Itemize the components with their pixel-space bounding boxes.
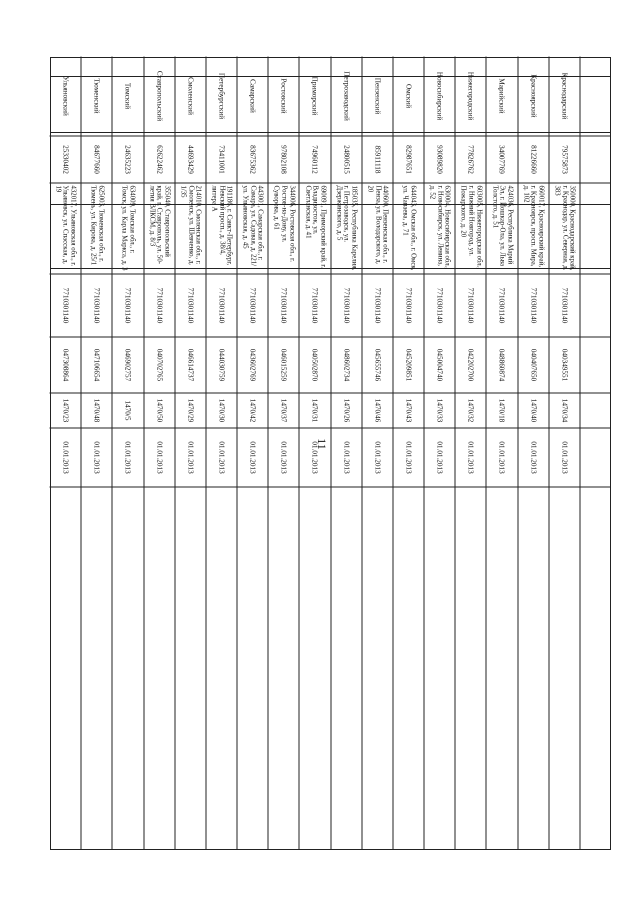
table-cell-date: 01.01.2013 (237, 429, 268, 488)
table-cell-name: Красноярский (517, 57, 548, 137)
table-cell-blank (205, 488, 236, 850)
table-cell-num: 1470/30 (205, 394, 236, 429)
table-cell-date: 01.01.2013 (205, 429, 236, 488)
header-cell-date (579, 429, 610, 488)
table-cell-name: Пензенский (361, 57, 392, 137)
table-cell-num: 1470/42 (237, 394, 268, 429)
table-cell-address: 185035, Республика Карелия, г. Петрозаводск, ул. Дзержинского, д. 5 (330, 184, 361, 275)
table-cell-code: 97802108 (268, 137, 299, 184)
table-cell-blank (81, 488, 112, 850)
header-cell-blank (579, 488, 610, 850)
table-cell-num: 1470/23 (50, 394, 81, 429)
table-cell-bik: 046614737 (174, 338, 205, 394)
table-cell-bik: 040502870 (299, 338, 330, 394)
table-cell-bik: 046015259 (268, 338, 299, 394)
table-cell-inn: 7710301140 (424, 275, 455, 338)
table-cell-blank (486, 488, 517, 850)
table-cell-blank (143, 488, 174, 850)
table-cell-inn: 7710301140 (392, 275, 423, 338)
table-cell-date: 01.01.2013 (392, 429, 423, 488)
table-cell-bik: 045209851 (392, 338, 423, 394)
table-cell-code: 44693429 (174, 137, 205, 184)
table-cell-inn: 7710301140 (81, 275, 112, 338)
page-number: 11 (315, 438, 329, 450)
table-cell-blank (424, 488, 455, 850)
table-cell-inn: 7710301140 (517, 275, 548, 338)
table-cell-address: 690091, Приморский край, г. Владивосток, ул. Светланская, д. 41 (299, 184, 330, 275)
table-cell-address: 191186, г. Санкт-Петербург, Невский просп., д. 38/4, литера А (205, 184, 236, 275)
header-cell-code (579, 137, 610, 184)
table-cell-bik: 040407650 (517, 338, 548, 394)
table-cell-code: 77826762 (455, 137, 486, 184)
table-cell-blank (112, 488, 143, 850)
table-cell-name: Самарский (237, 57, 268, 137)
table-cell-bik: 045004740 (424, 338, 455, 394)
table-cell-code: 25330402 (50, 137, 81, 184)
table-cell-date: 01.01.2013 (517, 429, 548, 488)
table-cell-bik: 045655746 (361, 338, 392, 394)
table-cell-num: 1470/32 (455, 394, 486, 429)
table-cell-num: 1470/33 (424, 394, 455, 429)
table-cell-code: 74960112 (299, 137, 330, 184)
table-cell-blank (392, 488, 423, 850)
table-cell-name: Марийский (486, 57, 517, 137)
table-cell-bik: 044030759 (205, 338, 236, 394)
table-cell-address: 440600, Пензенская обл., г. Пенза, ул. Володарского, д. 20 (361, 184, 392, 275)
table-cell-date: 01.01.2013 (455, 429, 486, 488)
table-cell-bik: 043602769 (237, 338, 268, 394)
table-cell-address: 625003, Тюменская обл., г. Тюмень, ул. Кирова, д. 25/1 (81, 184, 112, 275)
header-cell-bik (579, 338, 610, 394)
table-cell-inn: 7710301140 (205, 275, 236, 338)
table-cell-inn: 7710301140 (112, 275, 143, 338)
table-cell-name: Нижегородский (455, 57, 486, 137)
table-cell-code: 62622462 (143, 137, 174, 184)
header-cell-inn (579, 275, 610, 338)
table-cell-bik: 046902757 (112, 338, 143, 394)
table-cell-inn: 7710301140 (50, 275, 81, 338)
table-cell-code: 79575873 (548, 137, 579, 184)
table-cell-blank (548, 488, 579, 850)
table-cell-date: 01.01.2013 (361, 429, 392, 488)
table-cell-bik: 040702765 (143, 338, 174, 394)
table-cell-num: 1470/46 (361, 394, 392, 429)
table-cell-date: 01.01.2013 (268, 429, 299, 488)
table-cell-address: 214010, Смоленская обл., г. Смоленск, ул. Шевченко, д. 1/35 (174, 184, 205, 275)
header-cell-name (579, 57, 610, 137)
table-cell-inn: 7710301140 (548, 275, 579, 338)
table-cell-num: 1470/26 (330, 394, 361, 429)
table-cell-inn: 7710301140 (143, 275, 174, 338)
table-cell-num: 1470/40 (517, 394, 548, 429)
table-cell-code: 85911118 (361, 137, 392, 184)
table-cell-name: Ульяновский (50, 57, 81, 137)
table-cell-address: 355040, Ставропольский край, г. Ставрополь, ул. 50-летия ВЛКСМ, д. 8/3 (143, 184, 174, 275)
table-cell-code: 83675362 (237, 137, 268, 184)
table-cell-address: 660017, Красноярский край, г. Красноярск, просп. Мира, д. 102 (517, 184, 548, 275)
table-cell-blank (299, 488, 330, 850)
table-cell-date: 01.01.2013 (143, 429, 174, 488)
table-cell-code: 24635223 (112, 137, 143, 184)
table-cell-address: 344006, Ростовская обл., г. Ростов-на-Дону, ул. Суворова, д. 61 (268, 184, 299, 275)
table-cell-num: 1470/31 (299, 394, 330, 429)
table-cell-name: Тюменский (81, 57, 112, 137)
table-cell-inn: 7710301140 (361, 275, 392, 338)
table-cell-inn: 7710301140 (486, 275, 517, 338)
table-cell-name: Новосибирский (424, 57, 455, 137)
table-cell-inn: 7710301140 (174, 275, 205, 338)
table-cell-bik: 048860874 (486, 338, 517, 394)
table-cell-bik: 040349551 (548, 338, 579, 394)
table-cell-name: Ростовский (268, 57, 299, 137)
table-cell-bik: 042202700 (455, 338, 486, 394)
table-cell-num: 1470/5 (112, 394, 143, 429)
header-cell-num (579, 394, 610, 429)
table-cell-num: 1470/34 (548, 394, 579, 429)
table-cell-inn: 7710301140 (299, 275, 330, 338)
table-cell-address: 350000, Краснодарский край, г. Краснодар, ул. Северная, д. 383 (548, 184, 579, 275)
table-cell-num: 1470/48 (81, 394, 112, 429)
table-cell-date: 01.01.2013 (486, 429, 517, 488)
table-cell-bik: 048602734 (330, 338, 361, 394)
table-cell-name: Краснодарский (548, 57, 579, 137)
table-cell-code: 84677660 (81, 137, 112, 184)
table-cell-blank (268, 488, 299, 850)
table-cell-date: 01.01.2013 (81, 429, 112, 488)
registry-table (50, 57, 611, 850)
table-cell-code: 73411001 (205, 137, 236, 184)
table-cell-address: 603005, Нижегородская обл., г. Нижний Новгород, ул. Пожарского, д. 20 (455, 184, 486, 275)
table-cell-code: 81226660 (517, 137, 548, 184)
table-cell-blank (237, 488, 268, 850)
table-cell-num: 1470/43 (392, 394, 423, 429)
table-cell-name: Смоленский (174, 57, 205, 137)
table-cell-blank (50, 488, 81, 850)
table-cell-num: 1470/29 (174, 394, 205, 429)
table-cell-address: 443001, Самарская обл., г. Самара, ул. Садовая, д. 221/ул. Ульяновская, д. 45 (237, 184, 268, 275)
table-cell-name: Омский (392, 57, 423, 137)
table-cell-num: 1470/18 (486, 394, 517, 429)
table-cell-address: 432017, Ульяновская обл., г. Ульяновск, ул. Спасская, д. 19 (50, 184, 81, 275)
table-cell-name: Приморский (299, 57, 330, 137)
table-cell-address: 630004, Новосибирская обл., г. Новосибирск, ул. Ленина, д. 52 (424, 184, 455, 275)
table-cell-date: 01.01.2013 (50, 429, 81, 488)
table-cell-bik: 047308864 (50, 338, 81, 394)
table-cell-date: 01.01.2013 (424, 429, 455, 488)
table-cell-code: 82987651 (392, 137, 423, 184)
table-cell-date: 01.01.2013 (174, 429, 205, 488)
table-cell-blank (455, 488, 486, 850)
table-cell-name: Томский (112, 57, 143, 137)
table-cell-name: Петрозаводский (330, 57, 361, 137)
table-cell-num: 1470/50 (143, 394, 174, 429)
table-cell-blank (174, 488, 205, 850)
table-cell-code: 24800515 (330, 137, 361, 184)
table-cell-date: 01.01.2013 (548, 429, 579, 488)
table-cell-inn: 7710301140 (268, 275, 299, 338)
table-cell-inn: 7710301140 (237, 275, 268, 338)
header-cell-address (579, 184, 610, 275)
table-cell-date: 01.01.2013 (330, 429, 361, 488)
table-cell-name: Петербургский (205, 57, 236, 137)
table-cell-date: 01.01.2013 (299, 429, 330, 488)
table-cell-inn: 7710301140 (330, 275, 361, 338)
table-cell-inn: 7710301140 (455, 275, 486, 338)
table-cell-code: 93089820 (424, 137, 455, 184)
table-cell-blank (330, 488, 361, 850)
table-cell-address: 634009, Томская обл., г. Томск, ул. Карла Маркса, д. 3 (112, 184, 143, 275)
table-cell-bik: 047106654 (81, 338, 112, 394)
table-cell-date: 01.01.2013 (112, 429, 143, 488)
table-cell-name: Ставропольский (143, 57, 174, 137)
table-cell-blank (361, 488, 392, 850)
table-cell-num: 1470/37 (268, 394, 299, 429)
table-cell-address: 424036, Республика Марий Эл, г. Йошкар-Ола, ул. Льва Толстого, д. 51 (486, 184, 517, 275)
table-cell-address: 644043, Омская обл., г. Омск, ул. Чапаева, д. 71 (392, 184, 423, 275)
table-cell-blank (517, 488, 548, 850)
table-cell-code: 34007769 (486, 137, 517, 184)
